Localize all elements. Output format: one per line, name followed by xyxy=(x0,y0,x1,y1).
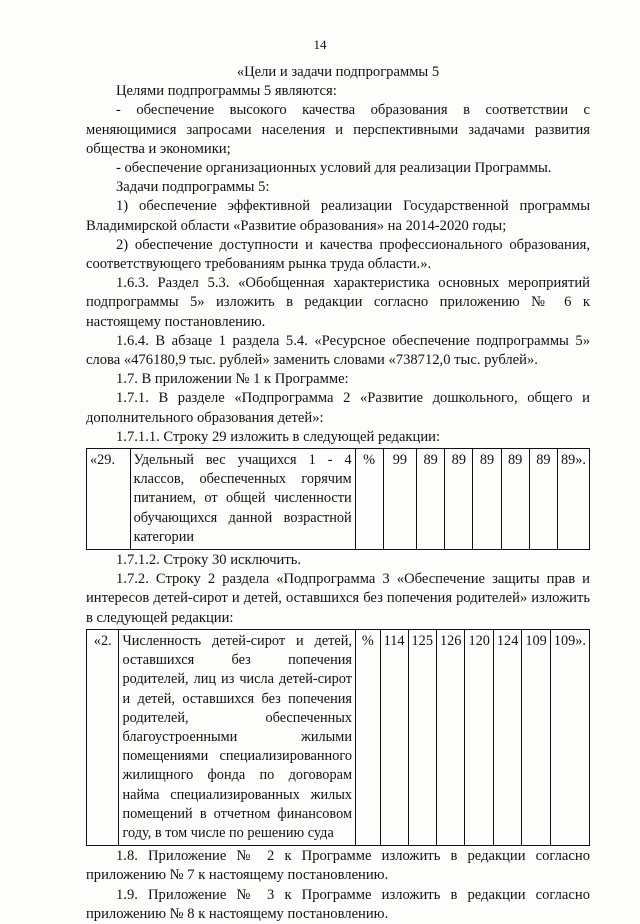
table-row xyxy=(87,629,590,845)
value-cell: 120 xyxy=(465,629,493,845)
paragraph: Задачи подпрограммы 5: xyxy=(116,179,270,196)
paragraph: 1.7.2. Строку 2 раздела «Подпрограмма 3 «Обеспечение защиты прав и интересов детей-сирот и детей, оставшихся без попечения родителей» изложить в следующей редакции: xyxy=(86,571,590,626)
page-number: 14 xyxy=(313,37,327,52)
paragraph: 2) обеспечение доступности и качества профессионального образования, соответствующего требованиям рынка труда области.». xyxy=(86,236,590,273)
value-cell: 109». xyxy=(550,629,589,845)
value-cell: 89 xyxy=(529,449,557,550)
unit-cell: % xyxy=(355,449,383,550)
section-title: «Цели и задачи подпрограммы 5 xyxy=(236,64,440,80)
value-cell: 89 xyxy=(501,449,529,550)
paragraph: - обеспечение высокого качества образования в соответствии с меняющимися запросами населения и перспективными задачами развития общества и экономики; xyxy=(86,102,590,157)
paragraph: 1.7. В приложении № 1 к Программе: xyxy=(116,371,349,388)
value-cell: 89 xyxy=(445,449,473,550)
value-cell: 114 xyxy=(380,629,408,845)
table-row xyxy=(87,449,590,550)
description-cell: Численность детей-сирот и детей, оставшихся без попечения родителей, лиц из числа детей-сирот и детей, оставшихся без попечения родителей, обеспеченных благоустроенными жилыми помещениями специализированного жилищного фонда по договорам найма специализированных жилых помещений в отчетном финансовом году, в том числе по решению суда xyxy=(119,629,356,845)
paragraph: 1.7.1.1. Строку 29 изложить в следующей редакции: xyxy=(116,428,440,445)
paragraph: 1.8. Приложение № 2 к Программе изложить в редакции согласно приложению № 7 к настоящему постановлению. xyxy=(86,848,590,884)
value-cell: 89 xyxy=(417,449,445,550)
description-cell: Удельный вес учащихся 1 - 4 классов, обеспеченных горячим питанием, от общей численности обучающихся данной возрастной категории xyxy=(130,449,355,550)
paragraph: 1.9. Приложение № 3 к Программе изложить в редакции согласно приложению № 8 к настоящему постановлению. xyxy=(86,886,590,922)
paragraph: 1.6.3. Раздел 5.3. «Обобщенная характеристика основных мероприятий подпрограммы 5» изложить в редакции согласно приложению № 6 к настоящему постановлению. xyxy=(86,275,590,330)
paragraph: 1) обеспечение эффективной реализации Государственной программы Владимирской области «Развитие образования» на 2014-2020 годы; xyxy=(86,198,590,234)
indicator-table-row-29 xyxy=(86,448,590,550)
value-cell: 125 xyxy=(408,629,436,845)
paragraph: 1.7.1. В разделе «Подпрограмма 2 «Развитие дошкольного, общего и дополнительного образования детей»: xyxy=(86,390,590,426)
row-number-cell: «29. xyxy=(87,449,131,550)
indicator-table-row-2 xyxy=(86,629,590,846)
document-body xyxy=(86,63,590,924)
value-cell: 89 xyxy=(473,449,501,550)
paragraph: 1.6.4. В абзаце 1 раздела 5.4. «Ресурсное обеспечение подпрограммы 5» слова «476180,9 тыс. рублей» заменить словами «738712,0 тыс. рублей». xyxy=(86,332,590,369)
paragraph: - обеспечение организационных условий для реализации Программы. xyxy=(116,160,552,177)
value-cell: 124 xyxy=(493,629,521,845)
row-number-cell: «2. xyxy=(87,629,119,845)
value-cell: 99 xyxy=(383,449,417,550)
unit-cell: % xyxy=(356,629,381,845)
value-cell: 126 xyxy=(436,629,464,845)
value-cell: 89». xyxy=(557,449,589,550)
value-cell: 109 xyxy=(522,629,550,845)
paragraph: Целями подпрограммы 5 являются: xyxy=(116,83,337,100)
paragraph: 1.7.1.2. Строку 30 исключить. xyxy=(116,552,302,569)
